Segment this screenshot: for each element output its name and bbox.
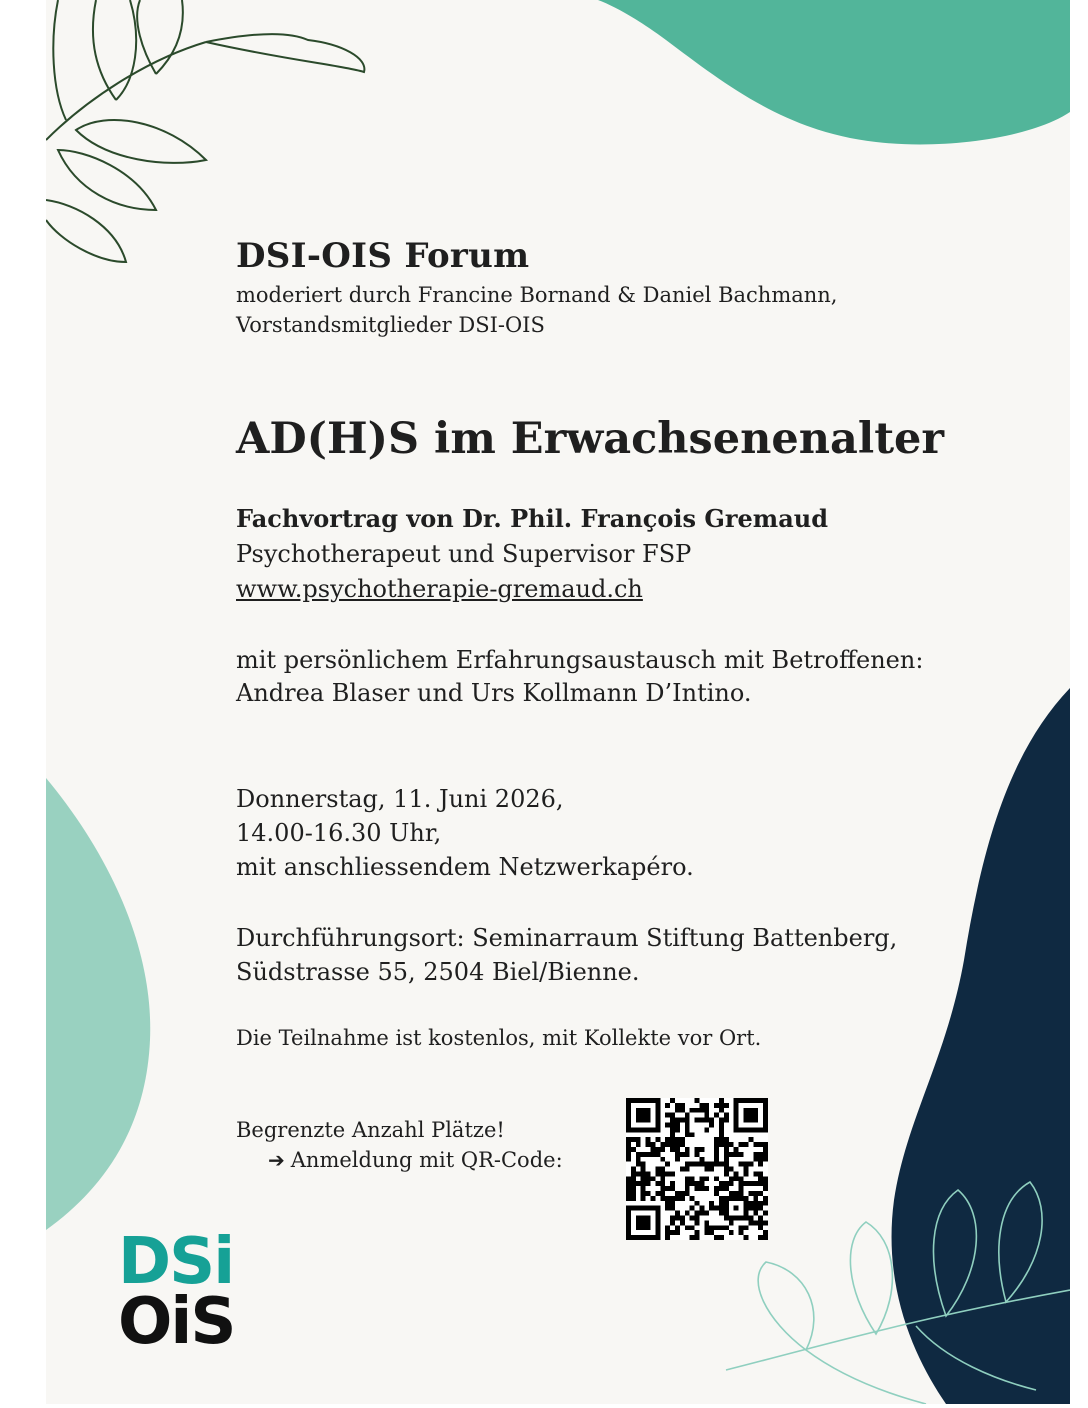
qr-code-icon[interactable] — [626, 1098, 768, 1240]
moderation-line: moderiert durch Francine Bornand & Daniel Bachmann, — [236, 283, 838, 307]
speaker-name: Fachvortrag von Dr. Phil. François Gremaud — [236, 504, 828, 533]
flyer-page — [46, 0, 1070, 1404]
navy-blob-right — [892, 688, 1070, 1404]
venue-line: Durchführungsort: Seminarraum Stiftung Battenberg, — [236, 924, 898, 952]
mint-blob-left — [46, 778, 150, 1230]
logo-dsi-text: DSi — [118, 1225, 234, 1299]
speaker-website-link[interactable]: www.psychotherapie-gremaud.ch — [236, 575, 643, 603]
event-time: 14.00-16.30 Uhr, — [236, 819, 442, 847]
exchange-line: mit persönlichem Erfahrungsaustausch mit Betroffenen: — [236, 646, 924, 674]
registration-line — [268, 1148, 563, 1172]
leaf-branch-icon — [46, 0, 364, 262]
dsi-ois-logo — [118, 1225, 235, 1359]
limited-seats-note: Begrenzte Anzahl Plätze! — [236, 1118, 505, 1142]
arrow-right-icon: ➔ — [268, 1148, 285, 1172]
event-title: AD(H)S im Erwachsenenalter — [236, 414, 945, 464]
logo-ois-text: OiS — [118, 1285, 235, 1359]
forum-title: DSI-OIS Forum — [236, 236, 530, 276]
event-date: Donnerstag, 11. Juni 2026, — [236, 785, 564, 813]
event-apero: mit anschliessendem Netzwerkapéro. — [236, 853, 694, 881]
venue-address: Südstrasse 55, 2504 Biel/Bienne. — [236, 958, 640, 986]
registration-label: Anmeldung mit QR-Code: — [290, 1148, 563, 1172]
participation-note: Die Teilnahme ist kostenlos, mit Kollekte vor Ort. — [236, 1026, 762, 1050]
speaker-role: Psychotherapeut und Supervisor FSP — [236, 540, 692, 568]
exchange-line: Andrea Blaser und Urs Kollmann D’Intino. — [236, 679, 752, 707]
teal-blob-top — [598, 0, 1070, 144]
moderation-line: Vorstandsmitglieder DSI-OIS — [236, 313, 545, 337]
